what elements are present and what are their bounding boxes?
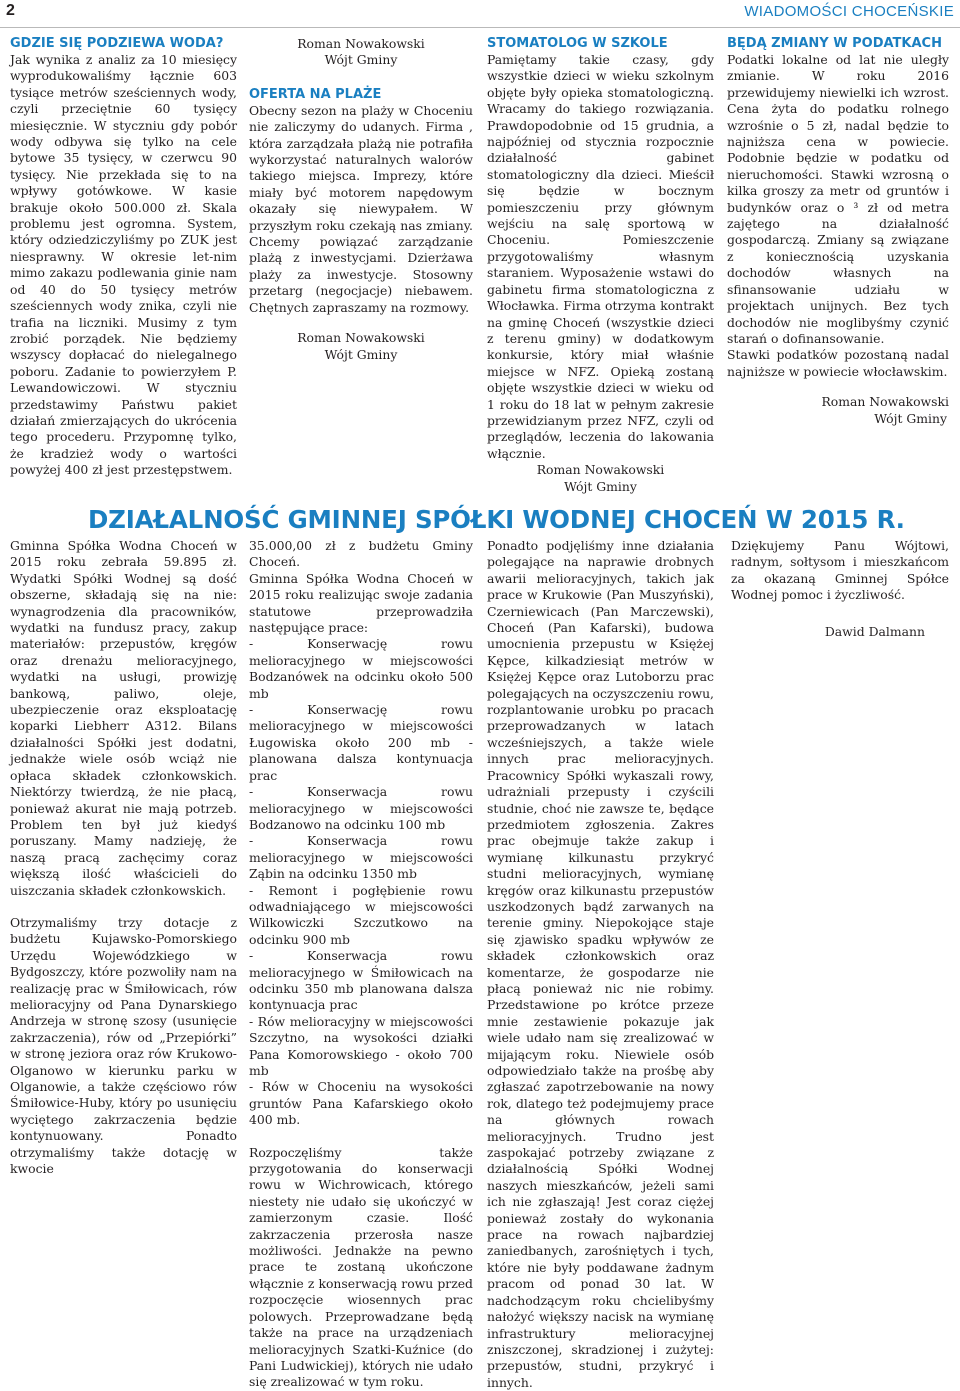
work-list-item: - Konserwację rowu melioracyjnego w miejscowości Ługowiska około 200 mb - planowana dalsza kontynuacja prac xyxy=(249,702,473,783)
article-water-column xyxy=(10,36,237,479)
signature-name: Roman Nowakowski xyxy=(297,36,425,51)
article-water-heading: GDZIE SIĘ PODZIEWA WODA? xyxy=(10,36,224,51)
work-list-item: - Konserwacja rowu melioracyjnego w Śmiłowicach na odcinku 350 mb planowana dalsza kontynuacja prac xyxy=(249,948,473,1013)
author-signature: Dawid Dalmann xyxy=(824,623,925,639)
article-beach-column xyxy=(249,36,473,363)
work-list-item: - Rów w Choceniu na wysokości gruntów Pana Kafarskiego około 400 mb. xyxy=(249,1079,473,1128)
work-list-item: - Konserwacja rowu melioracyjnego w miejscowości Bodzanowo na odcinku 100 mb xyxy=(249,784,473,832)
main-article-title: DZIAŁALNOŚĆ GMINNEJ SPÓŁKI WODNEJ CHOCEŃ W 2015 R. xyxy=(88,505,905,534)
signature-role: Wójt Gminy xyxy=(564,478,637,494)
article-dentist-heading: STOMATOLOG W SZKOLE xyxy=(487,36,668,51)
article-taxes-heading: BĘDĄ ZMIANY W PODATKACH xyxy=(727,36,942,51)
main-article-column-4 xyxy=(731,538,949,640)
signature-role: Wójt Gminy xyxy=(874,410,947,426)
work-list-item: - Remont i pogłębienie rowu odwadniającego w miejscowości Wilkowiczki Szczutkowo na odcinku 900 mb xyxy=(249,882,473,947)
article-taxes-body: Podatki lokalne od lat nie uległy zmianie. W roku 2016 przewidujemy niewielki ich wzrost. Cena żyta do podatku rolnego wzrośnie o 5 zł, nadal będzie to najniższa cena w powiecie. Podobnie będzie w podatku od nieruchomości. Stawki wzrosną o kilka groszy za metr od gruntów i budynków oraz o ³ zł od metra zajętego na działalność gospodarczą. Zmiany są związane z koniecznością uzyskania dochodów własnych na sfinansowanie udziału w projektach unijnych. Bez tych dochodów nie moglibyśmy czynić starań o dofinansowanie. xyxy=(727,52,949,346)
main-article-column-3 xyxy=(487,538,714,1391)
main-article-paragraph: Gminna Spółka Wodna Choceń w 2015 roku zebrała 59.895 zł. Wydatki Spółki Wodnej są dość obszerne, składają się na nie: wynagrodzenia dla pracowników, wydatki na fundusz pracy, zakup materiałów: przepustów, kręgów oraz drenażu melioracyjnego, wydatki na usługi, prowizję bankową, paliwo, oleje, ubezpieczenie oraz eksploatację koparki Liebherr A312. Bilans działalności Spółki jest dodatni, jednakże wiele osób wciąż nie opłaca składek członkowskich. Niektórzy twierdzą, że nie płacą, ponieważ akurat nie mają potrzeb. Problem ten był już kiedyś poruszany. Mamy nadzieję, że naszą pracą zachęcimy coraz większą ilość właścicieli do uiszczania składek członkowskich. xyxy=(10,538,237,898)
page-number: 2 xyxy=(6,2,15,19)
main-article-paragraph: Gminna Spółka Wodna Choceń w 2015 roku realizując swoje zadania statutowe przeprowadziła następujące prace: xyxy=(249,570,473,636)
article-taxes-column xyxy=(727,36,949,427)
work-list-item: - Konserwacja rowu melioracyjnego w miejscowości Ząbin na odcinku 1350 mb xyxy=(249,833,473,882)
main-article-column-1 xyxy=(10,538,237,1177)
article-beach-heading: OFERTA NA PLAŻE xyxy=(249,86,382,102)
header-divider xyxy=(0,27,960,28)
article-taxes-body2: Stawki podatków pozostaną nadal najniższe w powiecie włocławskim. xyxy=(727,347,949,379)
main-article-column-2 xyxy=(249,538,473,1391)
article-taxes-signature xyxy=(727,394,949,427)
signature-name: Roman Nowakowski xyxy=(821,394,949,410)
work-list-item: - Rów melioracyjny w miejscowości Szczytno, na wysokości działki Pana Komorowskiego - około 700 mb xyxy=(249,1013,473,1078)
article-dentist-signature xyxy=(487,462,714,495)
article-dentist-column xyxy=(487,36,714,495)
article-water-signature xyxy=(249,36,473,69)
work-list-item: - Konserwację rowu melioracyjnego w miejscowości Bodzanówek na odcinku około 500 mb xyxy=(249,636,473,701)
main-article-paragraph: 35.000,00 zł z budżetu Gminy Choceń. xyxy=(249,538,473,570)
main-article-paragraph: Otrzymaliśmy trzy dotacje z budżetu Kujawsko-Pomorskiego Urzędu Wojewódzkiego w Bydgoszczy, które pozwoliły nam na realizację prac w Śmiłowicach, rów melioracyjny od Pana Dynarskiego Andrzeja w stronę szosy (usunięcie zakrzaczenia), rów od „Przepiórki” w stronę jeziora oraz rów Krukowo-Olganowo w kierunku parku w Olganowie, a także częściowo rów Śmiłowice-Huby, który po usunięciu wyciętego zakrzaczenia będzie kontynuowany. Ponadto otrzymaliśmy także dotację w kwocie xyxy=(10,914,237,1177)
article-beach-body: Obecny sezon na plaży w Choceniu nie zaliczymy do udanych. Firma , która zarządzała plażą nie potrafiła wykorzystać naturalnych walorów takiego miejsca. Imprezy, które miały być motorem napędowym okazały się niewypałem. W przyszłym roku czekają nas zmiany. Chcemy powiązać zarządzanie plażą z inwestycjami. Dzierżawa plaży za inwestycje. Stosowny przetarg (negocjacje) niebawem. Chętnych zapraszamy na rozmowy. xyxy=(249,102,473,315)
main-article-paragraph: Dziękujemy Panu Wójtowi, radnym, sołtysom i mieszkańcom za okazaną Gminnej Spółce Wodnej pomoc i życzliwość. xyxy=(731,538,949,603)
running-title: WIADOMOŚCI CHOCEŃSKIE xyxy=(744,3,954,20)
main-article-paragraph: Ponadto podjęliśmy inne działania polegające na naprawie drobnych awarii melioracyjnych, takich jak prace w Krukowie (Pan Muszyński), Czerniewicach (Pan Marczewski), Choceń (Pan Kafarski), budowa umocnienia przepustu w Księżej Kępce, kilkadziesiąt metrów w Księżej Kępce oraz Lutoborzu prac polegających na oczyszczeniu rowu, rozplantowanie urobku po pracach przeprowadzanych w latach wcześniejszych, a także wiele innych prac melioracyjnych. Pracownicy Spółki wykaszali rowy, udrażniali przepusty i czyścili studnie, choć nie zawsze te, będące przedmiotem zgłoszenia. Zakres prac obejmuje także zakup i wymianę kilkunastu przykryć studni melioracyjnych, wymianę kręgów oraz kilkunastu przepustów uszkodzonych bądź zarwanych na terenie gminy. Niepokojące staje się zjawisko spadku wpływów ze składek członkowskich oraz komentarze, że gospodarze nie płacą ponieważ nic nie robimy. Przedstawione po krótce przeze mnie zestawienie pokazuje jak wiele udało nam się zrealizować w mijającym roku. Niewiele osób odpowiedziało także na prośbę aby zgłaszać zapotrzebowanie na nowy rok, dlatego też podejmujemy prace na głównych rowach melioracyjnych. Trudno jest zaspokajać potrzeby związane z działalnością Spółki Wodnej naszych mieszkańców, jeżeli sami ich nie zgłaszają! Jest coraz ciężej ponieważ zostały do wykonania prace na rowach najbardziej zaniedbanych, zarośniętych i tych, które nie były poddawane żadnym pracom od ponad 30 lat. W nadchodzącym roku chcielibyśmy nałożyć większy nacisk na wymianę infrastruktury melioracyjnej zniszczonej, skradzionej i zużytej: przepustów, studni, przykryć i innych. xyxy=(487,538,714,1390)
signature-role: Wójt Gminy xyxy=(324,52,398,68)
page-header xyxy=(0,0,960,28)
article-dentist-body: Pamiętamy takie czasy, gdy wszystkie dzieci w wieku szkolnym objęte były opieka stomatologiczną. Wracamy do takiego rozwiązania. Prawdopodobnie od 15 grudnia, a najpóźniej od stycznia rozpocznie działalność gabinet stomatologiczny dla dzieci. Mieścił się będzie w bocznym pomieszczeniu przy głównym wejściu na salę sportową w Choceniu. Pomieszczenie przygotowaliśmy własnym staraniem. Wyposażenie wstawi do gabinetu firma stomatologiczna z Włocławka. Firma otrzyma kontrakt na gminę Choceń (wszystkie dzieci z terenu gminy) w dodatkowym konkursie, który miał właśnie miejsce w NFZ. Opieką zostaną objęte wszystkie dzieci w wieku od 1 roku do 18 lat w pełnym zakresie przewidzianym przez NFZ, czyli od przeglądów, leczenia do lakowania włącznie. xyxy=(487,52,714,461)
article-water-body: Jak wynika z analiz za 10 miesięcy wyprodukowaliśmy łącznie 603 tysiące metrów sześciennych wody, czyli przeciętnie 60 tysięcy miesięcznie. W styczniu gdy pobór wody odbywa się tylko na cele bytowe 35 tysięcy, w czerwcu 90 tysięcy. Nie przekłada się to na wpływy gotówkowe. W kasie brakuje około 500.000 zł. Skala problemu jest ogromna. System, który odziedziczyliśmy po ZUK jest niesprawny. W okresie let-nim mimo zakazu podlewania ginie nam od 40 do 50 tysięcy metrów sześciennych wody znika, czyli nie trafia na liczniki. Musimy z tym zrobić porządek. Nie będziemy wszyscy dopłacać do nielegalnego poboru. Zadanie to powierzyłem P. Lewandowiczowi. W styczniu przedstawimy Państwu pakiet działań zmierzających do ukrócenia tego procederu. Przypomnę tylko, że kradzież wody o wartości powyżej 400 zł jest przestępstwem. xyxy=(10,52,237,478)
article-beach-signature xyxy=(249,330,473,363)
signature-role: Wójt Gminy xyxy=(324,346,398,362)
signature-name: Roman Nowakowski xyxy=(297,330,425,346)
main-article-paragraph: Rozpoczęliśmy także przygotowania do konserwacji rowu w Wichrowicach, którego niestety nie udało się ukończyć w zamierzonym czasie. Ilość zakrzaczenia przerosła nasze możliwości. Jednakże na pewno prace te zostaną ukończone włącznie z konserwacją rowu przed rozpoczęcie wiosennych prac polowych. Przeprowadzane będą także na prace na urządzeniach melioracyjnych Szatki-Kuźnice (do Pani Ludwickiej), których nie udało się zrealizować w tym roku. xyxy=(249,1144,473,1390)
signature-name: Roman Nowakowski xyxy=(536,462,665,478)
